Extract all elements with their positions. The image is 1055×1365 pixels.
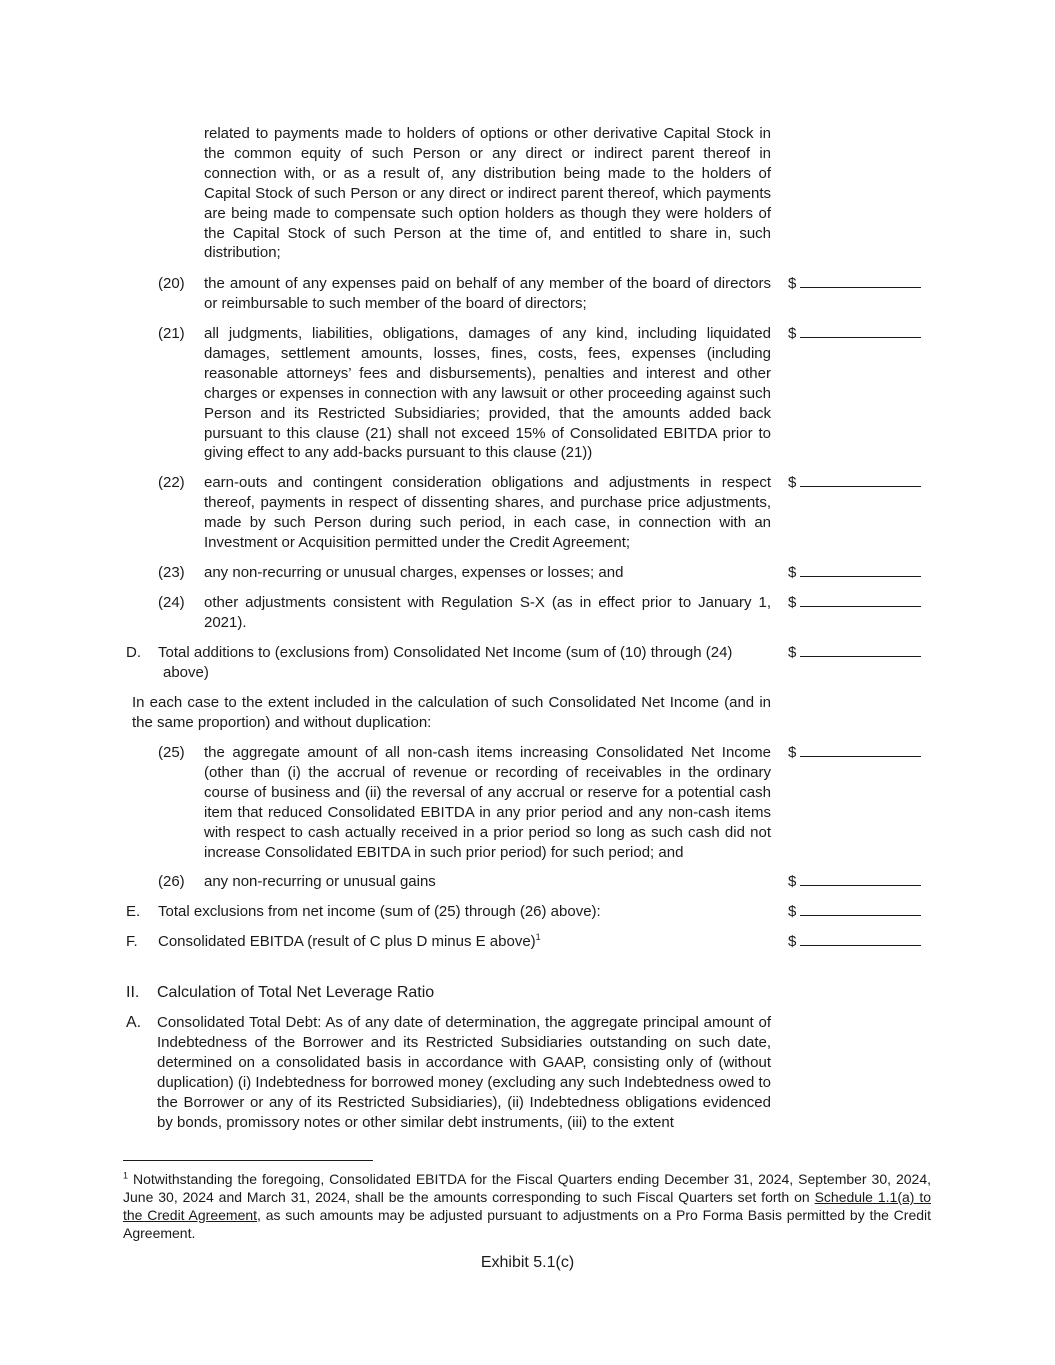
- amount-blank-line: [800, 486, 921, 487]
- dollar-sign: $: [788, 325, 797, 342]
- item-number-23: (23): [158, 564, 185, 581]
- item-text-22: earn-outs and contingent consideration obligations and adjustments in respect thereof, payments in respect of dissenting shares, and purchase price adjustments, made by such Person during such period, in each case, in connection with an Investment or Acquisition permitted under the Credit Agreement;: [204, 474, 771, 551]
- section-f-line: [158, 932, 773, 952]
- amount-blank-line: [800, 915, 921, 916]
- amount-blank-line: [800, 885, 921, 886]
- item-number-26: (26): [158, 873, 185, 890]
- item-number-22: (22): [158, 474, 185, 491]
- dollar-sign: $: [788, 903, 797, 920]
- exhibit-label: Exhibit 5.1(c): [480, 1254, 575, 1271]
- section-a-letter: A.: [126, 1014, 142, 1031]
- amount-blank-line: [800, 606, 921, 607]
- amount-field-26[interactable]: [788, 872, 922, 892]
- amount-blank-line: [800, 945, 921, 946]
- dollar-sign: $: [788, 933, 797, 950]
- dollar-sign: $: [788, 873, 797, 890]
- item-number-25: (25): [158, 744, 185, 761]
- item-number-20: (20): [158, 275, 185, 292]
- item-number-21: (21): [158, 325, 185, 342]
- section-e-letter: E.: [126, 903, 141, 920]
- footnote-schedule-link[interactable]: Schedule 1.1(a) to the Credit Agreement: [123, 1189, 932, 1223]
- amount-field-f[interactable]: [788, 932, 922, 952]
- item-text-21: all judgments, liabilities, obligations, damages of any kind, including liquidated damages, settlement amounts, losses, fines, costs, fees, expenses (including reasonable attorneys’ fees and disbursements), penalties and interest and other charges or expenses in connection with any lawsuit or other proceeding against such Person and its Restricted Subsidiaries; provided, that the amounts added back pursuant to this clause (21) shall not exceed 15% of Consolidated EBITDA prior to giving effect to any add-backs pursuant to this clause (21)): [204, 325, 771, 462]
- footnote-separator: [123, 1160, 373, 1161]
- section-d-line1: Total additions to (exclusions from) Consolidated Net Income (sum of (10) through (24): [158, 644, 733, 661]
- dollar-sign: $: [788, 594, 797, 611]
- section-d-line2: above): [163, 664, 209, 681]
- amount-blank-line: [800, 656, 921, 657]
- item-text-24: other adjustments consistent with Regulation S-X (as in effect prior to January 1, 2021).: [204, 594, 771, 631]
- amount-blank-line: [800, 756, 921, 757]
- section-f-letter: F.: [126, 933, 138, 950]
- section-e-text: Total exclusions from net income (sum of (25) through (26) above):: [158, 903, 601, 920]
- section-d-letter: D.: [126, 644, 141, 661]
- amount-field-21[interactable]: [788, 324, 922, 344]
- amount-blank-line: [800, 337, 921, 338]
- each-case-paragraph: In each case to the extent included in the calculation of such Consolidated Net Income (and in the same proportion) and without duplication:: [132, 694, 771, 731]
- item-number-24: (24): [158, 594, 185, 611]
- dollar-sign: $: [788, 644, 797, 661]
- section-a-text: Consolidated Total Debt: As of any date of determination, the aggregate principal amount of Indebtedness of the Borrower and its Restricted Subsidiaries outstanding on such date, determined on a consolidated basis in accordance with GAAP, consisting only of (without duplication) (i) Indebtedness for borrowed money (excluding any such Indebtedness owed to the Borrower or any of its Restricted Subsidiaries), (ii) Indebtedness obligations evidenced by bonds, promissory notes or other similar debt instruments, (iii) to the extent: [157, 1014, 771, 1131]
- item-text-25: the aggregate amount of all non-cash items increasing Consolidated Net Income (other than (i) the accrual of revenue or recording of receivables in the ordinary course of business and (ii) the reversal of any accrual or reserve for a potential cash item that reduced Consolidated EBITDA in any prior period and any non-cash items with respect to cash actually received in a prior period so long as such cash did not increase Consolidated EBITDA in such prior period) for such period; and: [204, 744, 771, 861]
- dollar-sign: $: [788, 275, 797, 292]
- amount-field-25[interactable]: [788, 743, 922, 763]
- amount-blank-line: [800, 576, 921, 577]
- footnote: [123, 1170, 931, 1242]
- amount-field-24[interactable]: [788, 593, 922, 613]
- amount-field-22[interactable]: [788, 473, 922, 493]
- section-f-text: Consolidated EBITDA (result of C plus D minus E above): [158, 933, 536, 950]
- continuation-paragraph: related to payments made to holders of options or other derivative Capital Stock in the common equity of such Person or any direct or indirect parent thereof in connection with, or as a result of, any distribution being made to the holders of Capital Stock of such Person or any direct or indirect parent thereof, which payments are being made to compensate such option holders as though they were holders of the Capital Stock of such Person at the time of, and entitled to share in, such distribution;: [204, 125, 771, 262]
- footnote-reference[interactable]: 1: [535, 932, 541, 942]
- dollar-sign: $: [788, 564, 797, 581]
- amount-field-20[interactable]: [788, 274, 922, 294]
- amount-field-d[interactable]: [788, 643, 922, 663]
- item-text-20: the amount of any expenses paid on behalf of any member of the board of directors or reimbursable to such member of the board of directors;: [204, 275, 771, 312]
- dollar-sign: $: [788, 474, 797, 491]
- section-ii-heading: Calculation of Total Net Leverage Ratio: [157, 984, 435, 1001]
- footnote-text-after: , as such amounts may be adjusted pursuant to adjustments on a Pro Forma Basis permitted by the Credit Agreement.: [123, 1207, 932, 1241]
- dollar-sign: $: [788, 744, 797, 761]
- footnote-marker: 1: [123, 1170, 129, 1181]
- item-text-26: any non-recurring or unusual gains: [204, 873, 436, 890]
- amount-blank-line: [800, 287, 921, 288]
- section-ii-numeral: II.: [126, 984, 140, 1001]
- amount-field-23[interactable]: [788, 563, 922, 583]
- footnote-text-before: Notwithstanding the foregoing, Consolidated EBITDA for the Fiscal Quarters ending December 31, 2024, September 30, 2024, June 30, 2024 and March 31, 2024, shall be the amounts corresponding to such Fiscal Quarters set forth on: [123, 1171, 931, 1205]
- item-text-23: any non-recurring or unusual charges, expenses or losses; and: [204, 564, 624, 581]
- amount-field-e[interactable]: [788, 902, 922, 922]
